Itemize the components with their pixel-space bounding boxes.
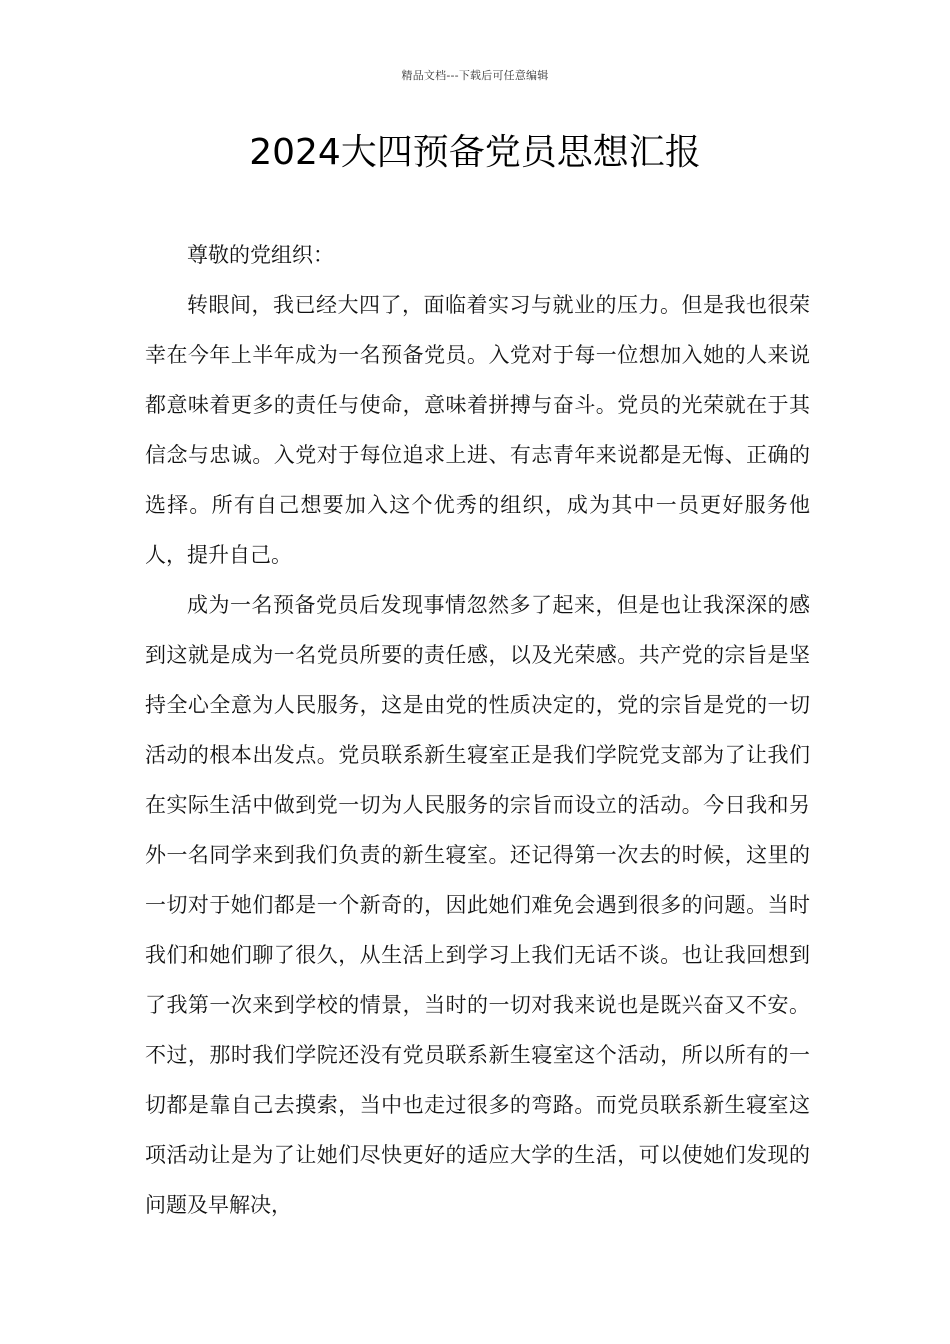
paragraph-1: 转眼间，我已经大四了，面临着实习与就业的压力。但是我也很荣幸在今年上半年成为一名预备党员。入党对于每一位想加入她的人来说都意味着更多的责任与使命，意味着拼搏与奋斗。党员的光荣就在于其信念与忠诚。入党对于每位追求上进、有志青年来说都是无悔、正确的选择。所有自己想要加入这个优秀的组织，成为其中一员更好服务他人，提升自己。 bbox=[145, 293, 810, 567]
paragraph-2: 成为一名预备党员后发现事情忽然多了起来，但是也让我深深的感到这就是成为一名党员所要的责任感，以及光荣感。共产党的宗旨是坚持全心全意为人民服务，这是由党的性质决定的，党的宗旨是党的一切活动的根本出发点。党员联系新生寝室正是我们学院党支部为了让我们在实际生活中做到党一切为人民服务的宗旨而设立的活动。今日我和另外一名同学来到我们负责的新生寝室。还记得第一次去的时候，这里的一切对于她们都是一个新奇的，因此她们难免会遇到很多的问题。当时我们和她们聊了很久，从生活上到学习上我们无话不谈。也让我回想到了我第一次来到学校的情景，当时的一切对我来说也是既兴奋又不安。不过，那时我们学院还没有党员联系新生寝室这个活动，所以所有的一切都是靠自己去摸索，当中也走过很多的弯路。而党员联系新生寝室这项活动让是为了让她们尽快更好的适应大学的生活，可以使她们发现的问题及早解决， bbox=[145, 593, 810, 1217]
document-title: 2024大四预备党员思想汇报 bbox=[249, 132, 701, 173]
salutation: 尊敬的党组织： bbox=[187, 243, 334, 267]
header-note: 精品文档---下载后可任意编辑 bbox=[401, 69, 549, 82]
document-body bbox=[145, 230, 810, 1230]
